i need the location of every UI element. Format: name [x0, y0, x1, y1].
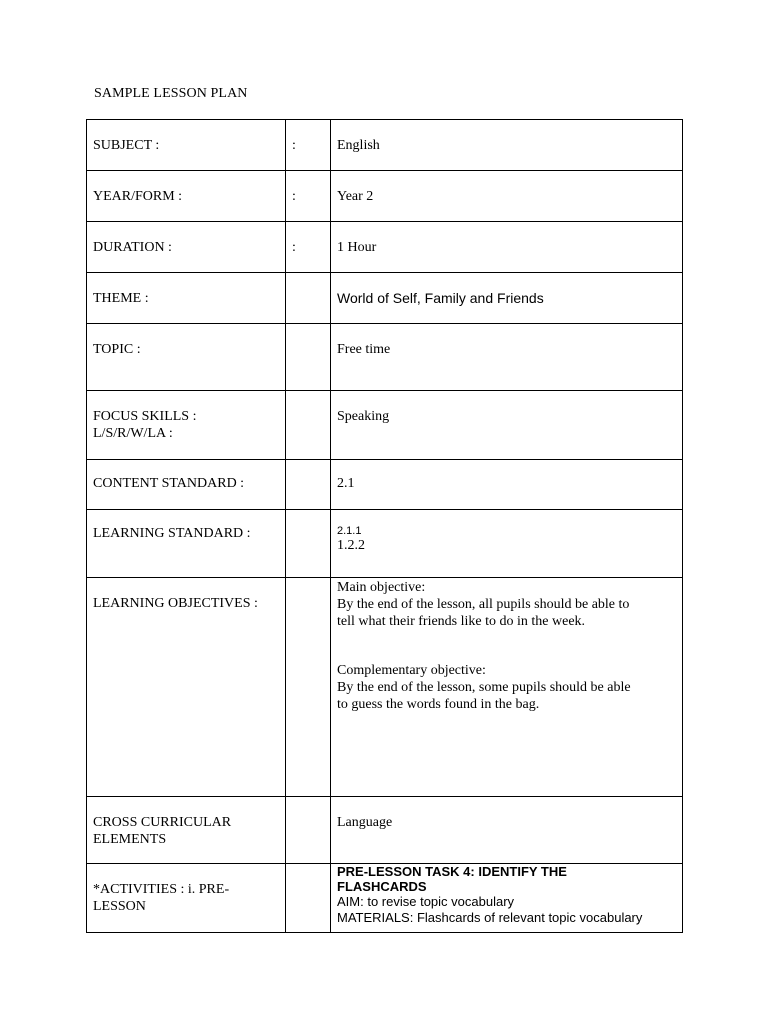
topic-separator — [286, 324, 331, 391]
cross-curricular-label-line2: ELEMENTS — [93, 832, 167, 847]
content-standard-label: CONTENT STANDARD : — [87, 460, 286, 510]
learning-standard-value-1: 2.1.1 — [337, 525, 362, 537]
main-objective-heading: Main objective: — [337, 580, 426, 595]
learning-objectives-value — [331, 578, 683, 797]
topic-value: Free time — [331, 324, 683, 391]
focus-skills-value: Speaking — [331, 391, 683, 460]
subject-separator: : — [286, 120, 331, 171]
row-activities — [87, 864, 683, 933]
row-theme — [87, 273, 683, 324]
learning-standard-value — [331, 510, 683, 578]
content-standard-separator — [286, 460, 331, 510]
year-form-value: Year 2 — [331, 171, 683, 222]
activities-separator — [286, 864, 331, 933]
cross-curricular-separator — [286, 797, 331, 864]
focus-skills-label-line2: L/S/R/W/LA : — [93, 426, 173, 441]
row-focus-skills — [87, 391, 683, 460]
activities-label-line2: LESSON — [93, 899, 146, 914]
duration-value: 1 Hour — [331, 222, 683, 273]
cross-curricular-label — [87, 797, 286, 864]
main-objective-line1: By the end of the lesson, all pupils should be able to — [337, 597, 630, 612]
complementary-objective-line1: By the end of the lesson, some pupils should be able — [337, 680, 631, 695]
row-year-form — [87, 171, 683, 222]
duration-separator: : — [286, 222, 331, 273]
theme-value: World of Self, Family and Friends — [331, 273, 683, 324]
focus-skills-label — [87, 391, 286, 460]
topic-label: TOPIC : — [87, 324, 286, 391]
row-content-standard — [87, 460, 683, 510]
row-learning-standard — [87, 510, 683, 578]
activities-label — [87, 864, 286, 933]
focus-skills-separator — [286, 391, 331, 460]
activity-task-line1: PRE-LESSON TASK 4: IDENTIFY THE — [337, 864, 567, 879]
row-topic — [87, 324, 683, 391]
objective-gap — [337, 630, 676, 662]
year-form-separator: : — [286, 171, 331, 222]
lesson-plan-table — [86, 119, 683, 933]
learning-standard-label: LEARNING STANDARD : — [87, 510, 286, 578]
row-learning-objectives — [87, 578, 683, 797]
learning-objectives-label: LEARNING OBJECTIVES : — [87, 578, 286, 797]
content-standard-value: 2.1 — [331, 460, 683, 510]
learning-objectives-separator — [286, 578, 331, 797]
activities-value — [331, 864, 683, 933]
cross-curricular-label-line1: CROSS CURRICULAR — [93, 815, 232, 830]
theme-separator — [286, 273, 331, 324]
focus-skills-label-line1: FOCUS SKILLS : — [93, 409, 197, 424]
row-cross-curricular — [87, 797, 683, 864]
year-form-label: YEAR/FORM : — [87, 171, 286, 222]
duration-label: DURATION : — [87, 222, 286, 273]
complementary-objective-line2: to guess the words found in the bag. — [337, 697, 540, 712]
document-title: SAMPLE LESSON PLAN — [94, 86, 248, 101]
row-subject — [87, 120, 683, 171]
subject-label: SUBJECT : — [87, 120, 286, 171]
cross-curricular-value: Language — [331, 797, 683, 864]
main-objective-line2: tell what their friends like to do in the week. — [337, 614, 586, 629]
row-duration — [87, 222, 683, 273]
activities-label-line1: *ACTIVITIES : i. PRE- — [93, 882, 230, 897]
learning-standard-separator — [286, 510, 331, 578]
activity-task-line2: FLASHCARDS — [337, 879, 427, 894]
learning-standard-value-2: 1.2.2 — [337, 538, 365, 553]
complementary-objective-heading: Complementary objective: — [337, 663, 486, 678]
theme-label: THEME : — [87, 273, 286, 324]
activity-materials: MATERIALS: Flashcards of relevant topic vocabulary — [337, 910, 643, 925]
subject-value: English — [331, 120, 683, 171]
activity-aim: AIM: to revise topic vocabulary — [337, 894, 515, 909]
